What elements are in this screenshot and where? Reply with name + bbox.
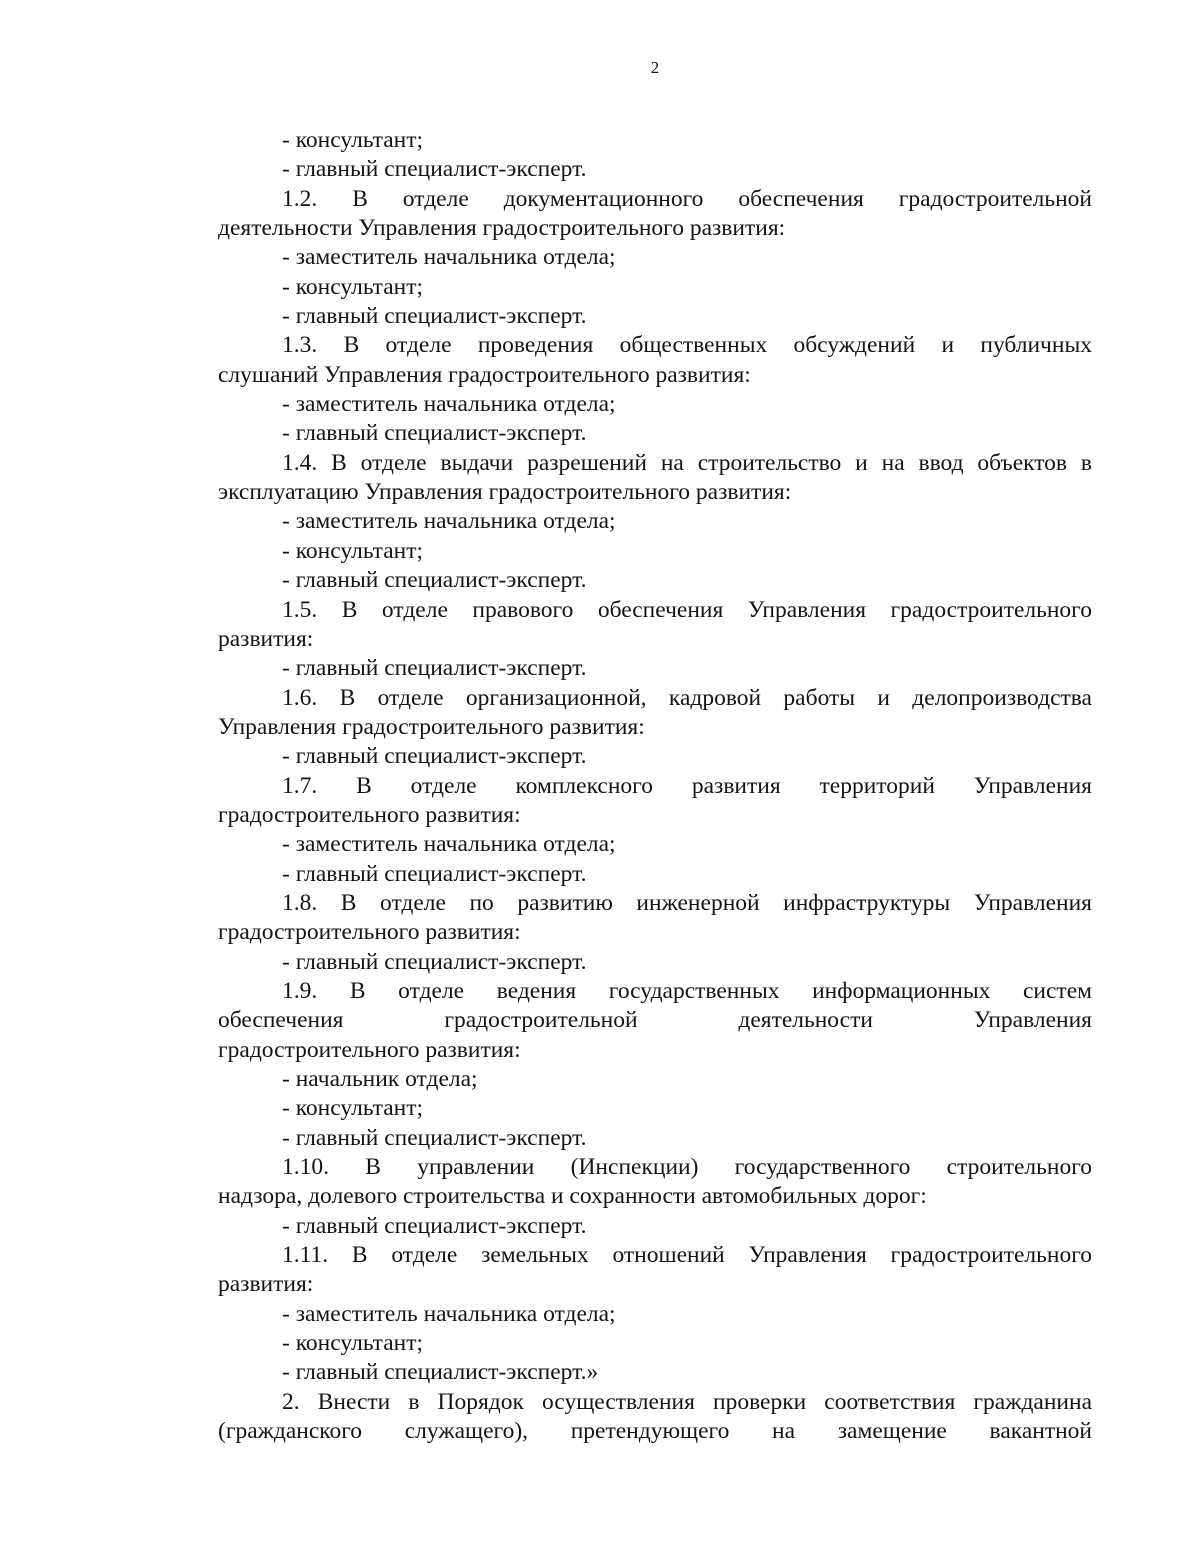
text-line: 1.8. В отделе по развитию инженерной инфраструктуры Управления [282, 889, 1092, 916]
text-line: - заместитель начальника отдела; [282, 1300, 616, 1327]
text-line: - главный специалист-эксперт. [282, 655, 587, 682]
text-line: - консультант; [282, 537, 423, 564]
text-line: - консультант; [282, 273, 423, 300]
text-line: - начальник отдела; [282, 1066, 478, 1092]
text-line: 1.11. В отделе земельных отношений Управления градостроительного [282, 1242, 1092, 1269]
text-line: - главный специалист-эксперт. [282, 156, 587, 183]
text-line: развития: [218, 625, 314, 652]
text-line: Управления градостроительного развития: [218, 713, 645, 740]
text-line: 2. Внести в Порядок осуществления проверки соответствия гражданина [282, 1388, 1092, 1415]
text-line: 1.5. В отделе правового обеспечения Управления градостроительного [282, 596, 1092, 623]
document-body [218, 126, 1092, 1446]
text-line: - консультант; [282, 127, 423, 153]
text-line: - заместитель начальника отдела; [282, 508, 616, 535]
text-line: (гражданского служащего), претендующего на замещение вакантной [218, 1418, 1092, 1445]
text-line: обеспечения градостроительной деятельности Управления [218, 1007, 1092, 1034]
page-number: 2 [650, 58, 660, 77]
text-line: - консультант; [282, 1330, 423, 1357]
text-line: - главный специалист-эксперт. [282, 860, 587, 887]
text-line: 1.3. В отделе проведения общественных обсуждений и публичных [282, 332, 1092, 359]
text-line: 1.2. В отделе документационного обеспечения градостроительной [282, 185, 1092, 212]
text-line: градостроительного развития: [218, 801, 521, 828]
text-line: - заместитель начальника отдела; [282, 244, 616, 271]
text-line: - заместитель начальника отдела; [282, 391, 616, 418]
text-line: 1.9. В отделе ведения государственных информационных систем [282, 977, 1092, 1004]
text-line: 1.7. В отделе комплексного развития территорий Управления [282, 772, 1092, 799]
text-line: развития: [218, 1271, 314, 1298]
text-line: - главный специалист-эксперт. [282, 567, 587, 594]
text-line: слушаний Управления градостроительного развития: [218, 361, 751, 388]
text-line: - главный специалист-эксперт. [282, 743, 587, 770]
text-line: эксплуатацию Управления градостроительного развития: [218, 479, 792, 506]
text-line: 1.4. В отделе выдачи разрешений на строительство и на ввод объектов в [282, 449, 1092, 476]
text-line: градостроительного развития: [218, 1036, 521, 1063]
text-line: - консультант; [282, 1095, 423, 1122]
text-line: деятельности Управления градостроительного развития: [218, 215, 786, 242]
text-line: градостроительного развития: [218, 919, 521, 946]
text-line: надзора, долевого строительства и сохранности автомобильных дорог: [218, 1183, 927, 1210]
text-line: - заместитель начальника отдела; [282, 831, 616, 858]
text-line: - главный специалист-эксперт. [282, 1124, 587, 1151]
text-line: - главный специалист-эксперт. [282, 303, 587, 330]
text-line: - главный специалист-эксперт. [282, 420, 587, 447]
text-line: - главный специалист-эксперт.» [282, 1359, 599, 1386]
text-line: 1.6. В отделе организационной, кадровой работы и делопроизводства [282, 684, 1092, 711]
text-line: - главный специалист-эксперт. [282, 1212, 587, 1239]
text-line: - главный специалист-эксперт. [282, 948, 587, 975]
text-line: 1.10. В управлении (Инспекции) государственного строительного [282, 1154, 1092, 1181]
